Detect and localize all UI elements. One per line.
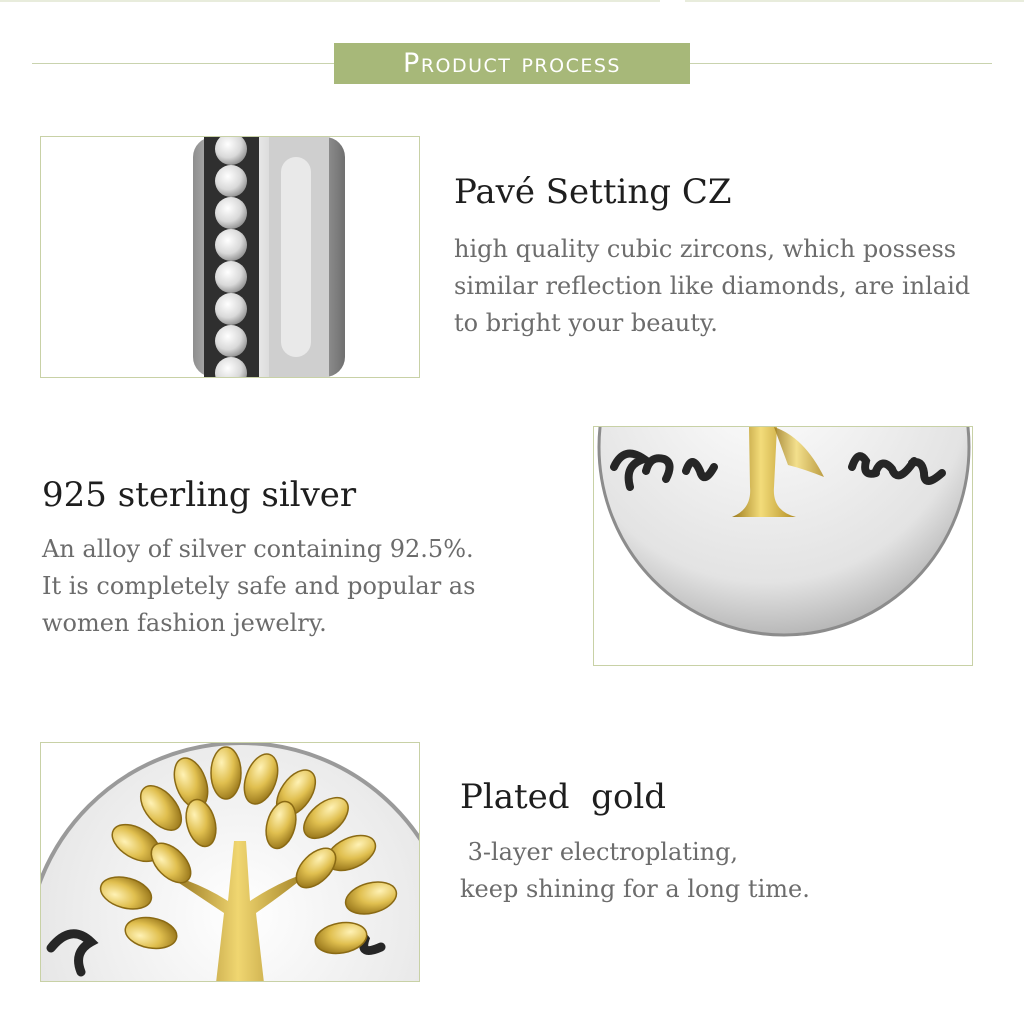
desc-line: An alloy of silver containing 92.5%. [42,535,474,563]
desc-line: keep shining for a long time. [460,875,810,903]
desc-line: high quality cubic zircons, which possess [454,235,957,263]
desc-line: women fashion jewelry. [42,609,327,637]
feature-desc-pave [454,231,970,342]
top-divider-right [685,0,1024,2]
desc-line: It is completely safe and popular as [42,572,476,600]
feature-desc-gold [460,834,810,908]
pave-ring-image [40,136,420,378]
pave-ring-icon [41,137,419,377]
top-divider-left [0,0,660,2]
desc-line: to bright your beauty. [454,309,718,337]
gold-tree-icon [41,743,419,981]
feature-title-gold: Plated gold [460,777,667,817]
desc-line: similar reflection like diamonds, are inlaid [454,272,971,300]
feature-desc-silver [42,531,475,642]
section-header: Product process [334,43,690,84]
header-rule-left [32,63,334,64]
feature-title-pave: Pavé Setting CZ [454,172,732,212]
silver-disc-icon [594,427,972,665]
header-rule-right [690,63,992,64]
silver-disc-image [593,426,973,666]
gold-tree-image [40,742,420,982]
desc-line: 3-layer electroplating, [460,838,739,866]
feature-title-silver: 925 sterling silver [42,475,357,515]
